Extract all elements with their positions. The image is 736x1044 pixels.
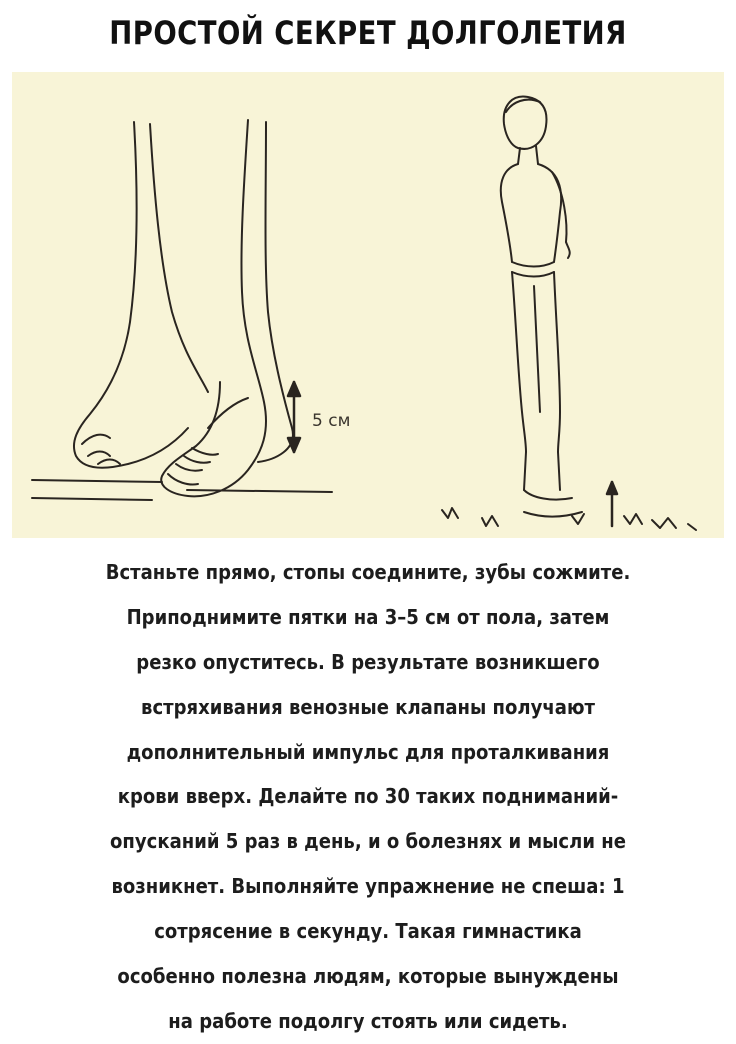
instruction-line-5: дополнительный импульс для проталкивания	[126, 739, 610, 764]
person-height-arrow	[607, 482, 617, 526]
back-foot-drawing	[74, 122, 208, 468]
instruction-line-6: крови вверх. Делайте по 30 таких подниманий-	[117, 784, 619, 809]
instruction-line-3: резко опуститесь. В результате возникшего	[136, 649, 600, 674]
exercise-instructions	[14, 550, 722, 1044]
measure-label: 5 см	[312, 411, 351, 431]
instruction-line-7: опусканий 5 раз в день, и о болезнях и мысли не	[110, 829, 626, 854]
grass-drawing	[442, 508, 696, 530]
instruction-line-2: Приподнимите пятки на 3–5 см от пола, затем	[126, 604, 610, 629]
instruction-line-10: особенно полезна людям, которые вынуждены	[117, 964, 619, 989]
instruction-line-11: на работе подолгу стоять или сидеть.	[168, 1008, 568, 1033]
instruction-line-9: сотрясение в секунду. Такая гимнастика	[154, 919, 582, 944]
standing-person-drawing	[501, 97, 582, 517]
page-title: ПРОСТОЙ СЕКРЕТ ДОЛГОЛЕТИЯ	[109, 14, 627, 52]
instruction-line-4: встряхивания венозные клапаны получают	[141, 694, 595, 719]
exercise-illustration	[12, 72, 724, 538]
front-foot-drawing	[161, 120, 293, 496]
instruction-line-1: Встаньте прямо, стопы соедините, зубы сожмите.	[105, 560, 631, 584]
instruction-line-8: возникнет. Выполняйте упражнение не спеша: 1	[111, 874, 625, 899]
